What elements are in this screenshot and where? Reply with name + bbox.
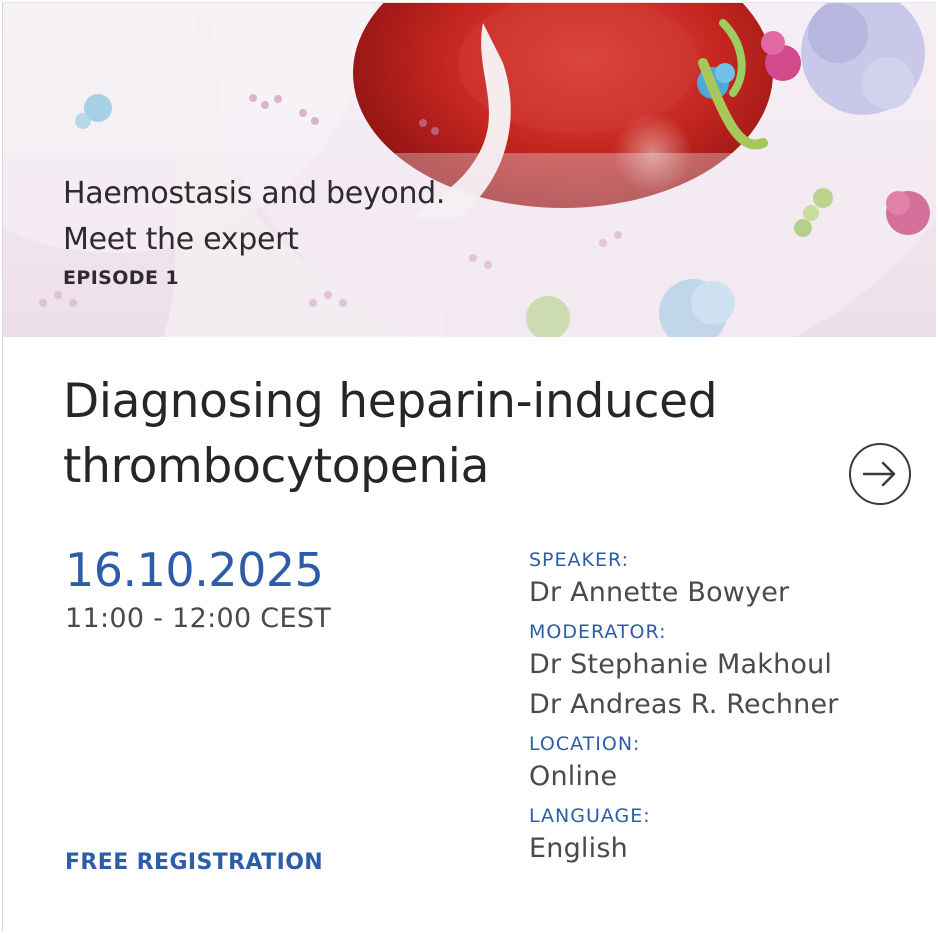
hero-banner: [3, 3, 936, 337]
language-value: English: [529, 833, 628, 864]
moderator-name: Dr Stephanie Makhoul: [529, 649, 833, 680]
moderator-name: Dr Andreas R. Rechner: [529, 689, 839, 720]
event-date: 16.10.2025: [65, 543, 324, 597]
free-registration-link[interactable]: FREE REGISTRATION: [65, 850, 324, 875]
hero-text: [63, 171, 445, 289]
speaker-label: SPEAKER:: [529, 549, 630, 571]
episode-label: EPISODE 1: [63, 267, 179, 289]
location-label: LOCATION:: [529, 733, 641, 755]
hero-headline-line1: Haemostasis and beyond.: [63, 176, 446, 211]
location-group: [529, 731, 909, 797]
go-to-event-button[interactable]: [849, 443, 911, 505]
event-details: [529, 547, 909, 875]
language-group: [529, 803, 909, 869]
arrow-right-icon: [860, 459, 900, 489]
speaker-group: [529, 547, 909, 613]
hero-headline-line2: Meet the expert: [63, 222, 299, 257]
moderator-label: MODERATOR:: [529, 621, 667, 643]
event-card: [2, 2, 936, 932]
language-label: LANGUAGE:: [529, 805, 651, 827]
moderator-group: [529, 619, 909, 725]
location-value: Online: [529, 761, 618, 792]
event-time: 11:00 - 12:00 CEST: [65, 603, 332, 634]
event-title: Diagnosing heparin-induced thrombocytopenia: [63, 374, 718, 494]
speaker-name: Dr Annette Bowyer: [529, 577, 790, 608]
